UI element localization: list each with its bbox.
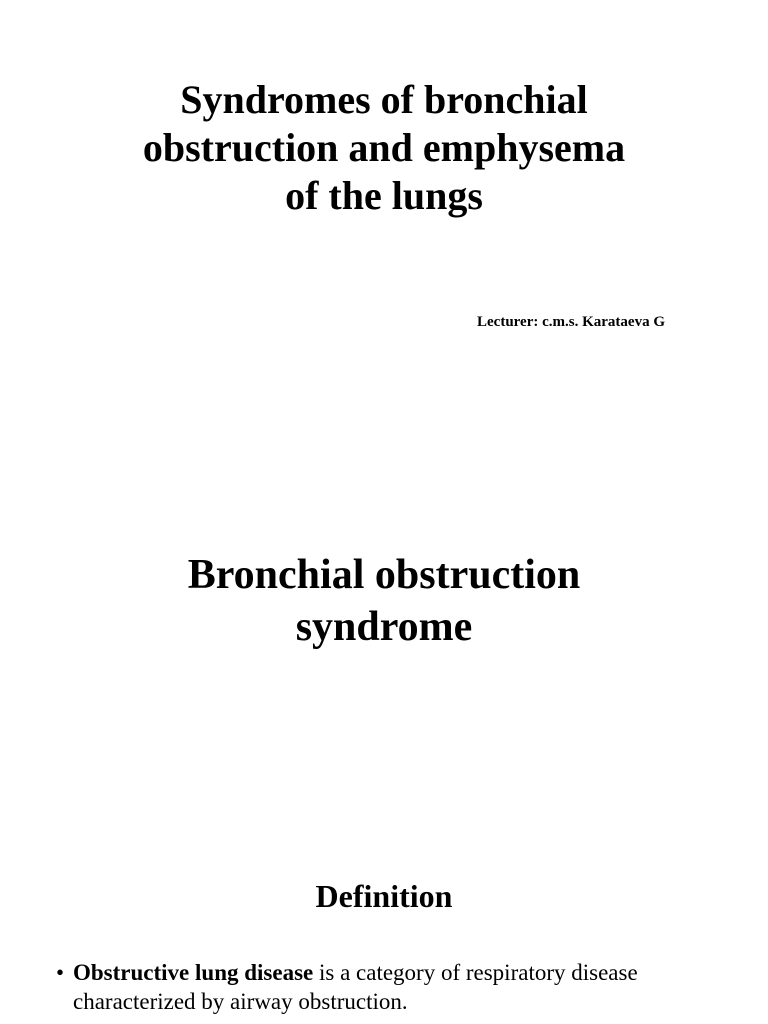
section-title — [0, 549, 768, 653]
section-slide — [0, 512, 768, 768]
definition-slide — [0, 768, 768, 1024]
presentation-title — [0, 76, 768, 220]
title-line: Syndromes of bronchial — [180, 77, 588, 122]
title-line: of the lungs — [285, 173, 483, 218]
title-line: obstruction and emphysema — [142, 125, 626, 170]
title-line: syndrome — [295, 604, 473, 650]
bullet-list — [56, 958, 736, 1016]
term-bold: Obstructive lung disease — [73, 960, 314, 985]
list-item — [56, 958, 736, 1016]
definition-text: characterized by airway obstruction. — [73, 989, 408, 1014]
lecturer-credit: Lecturer: c.m.s. Karataeva G — [477, 314, 665, 330]
bullet-icon: • — [56, 960, 65, 985]
title-line: Bronchial obstruction — [187, 552, 581, 598]
definition-text: is a category of respiratory disease — [313, 960, 638, 985]
definition-heading: Definition — [315, 878, 453, 914]
